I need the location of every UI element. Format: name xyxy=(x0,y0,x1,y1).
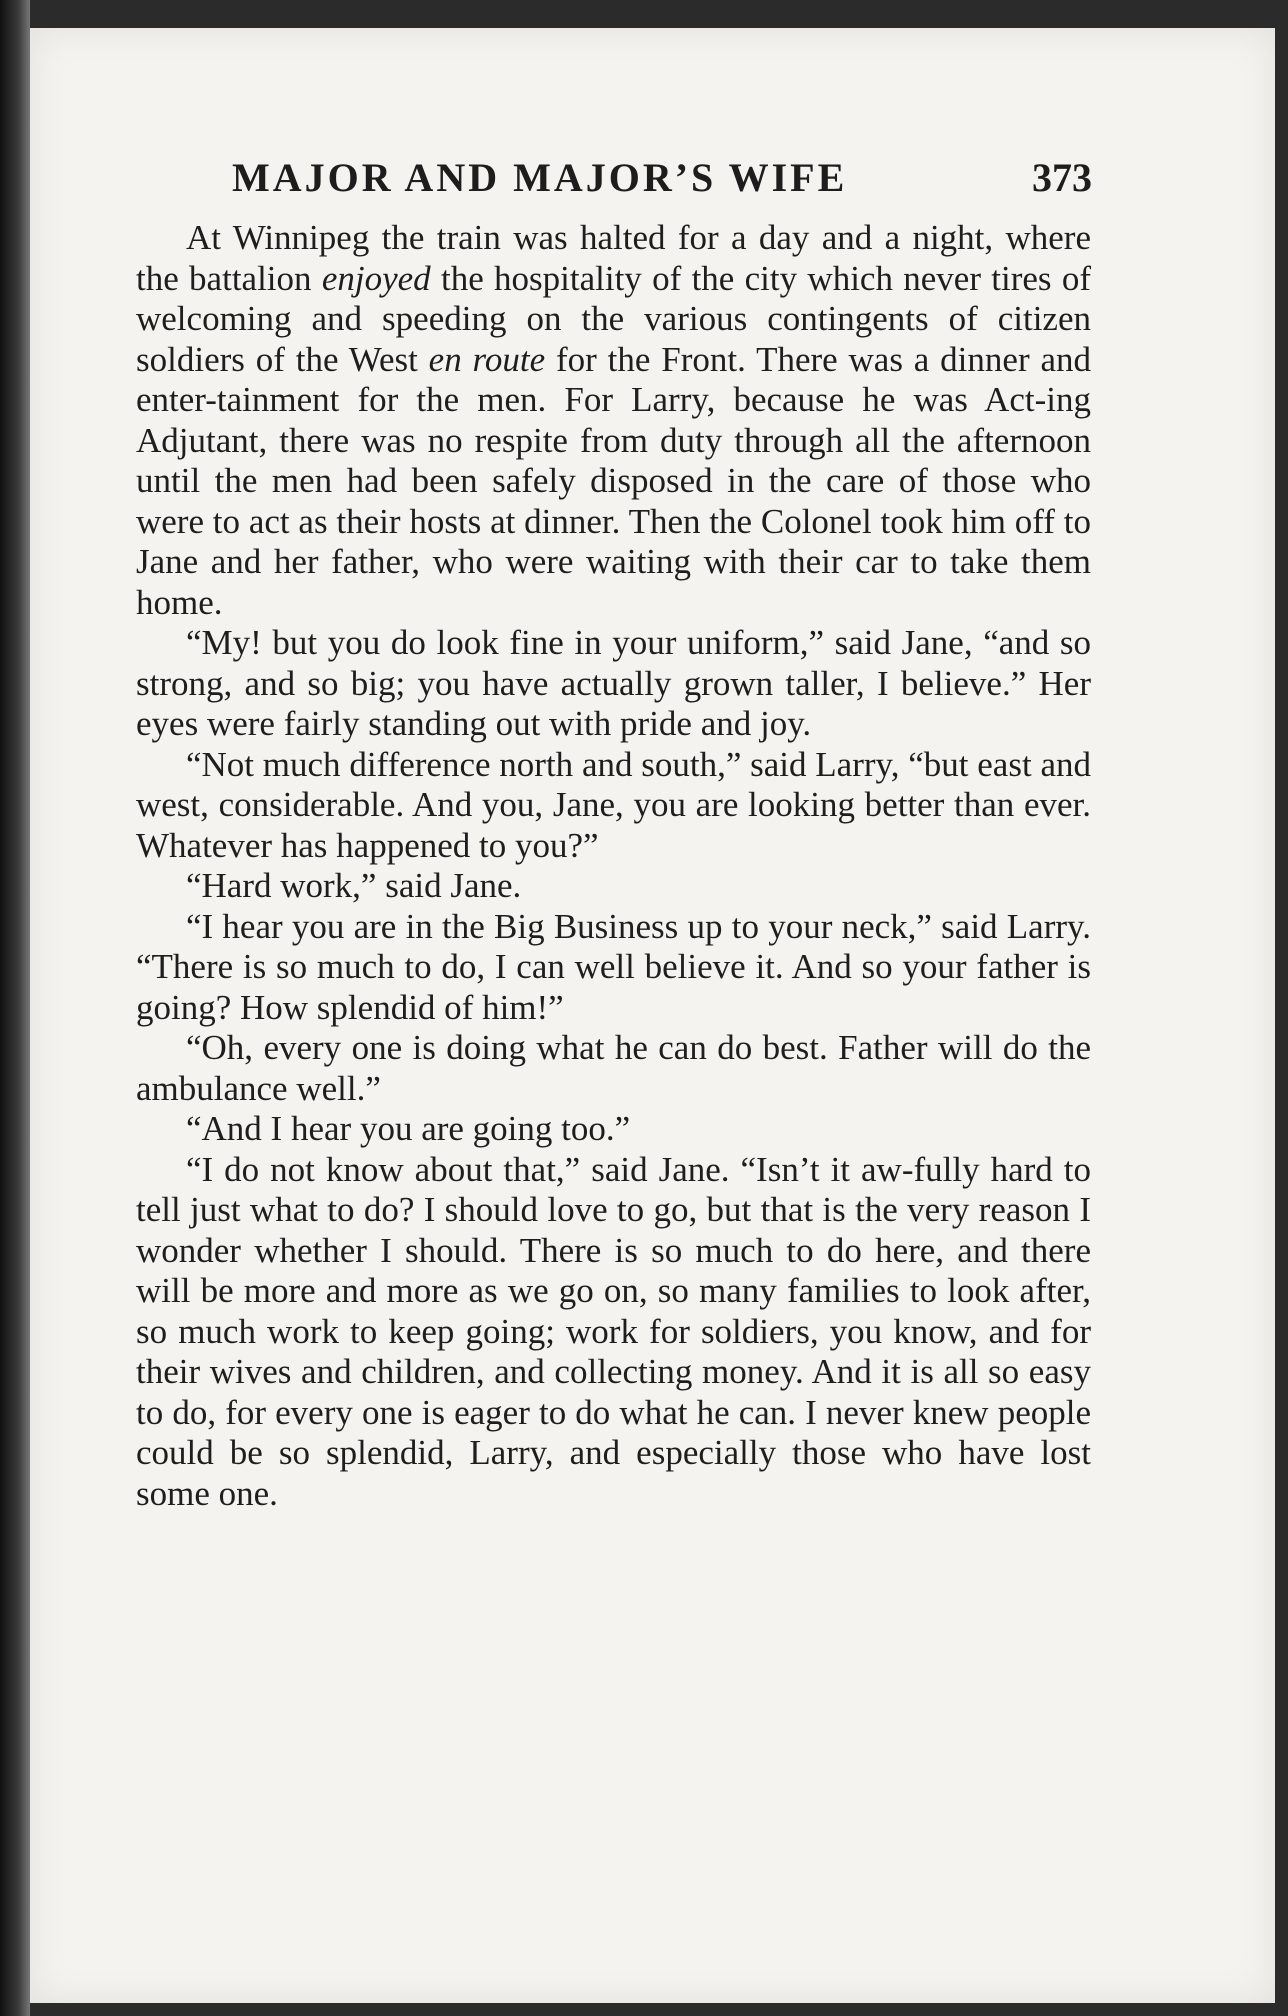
paragraph-3: “Not much difference north and south,” said Larry, “but east and west, considerable. And you, Jane, you are looking better than ever. Whatever has happened to you?” xyxy=(136,744,1091,865)
paragraph-1-text-b: the hospitality of the city which never tires of welcoming and speeding on the various contingents of citizen soldiers of the West xyxy=(136,258,1091,379)
paragraph-4: “Hard work,” said Jane. xyxy=(186,866,522,905)
body-text xyxy=(136,218,1091,1514)
page-header xyxy=(232,154,1092,214)
italic-enjoyed: enjoyed xyxy=(321,258,431,298)
paragraph-1-text-a: At Winnipeg the train was halted for a day and a night, where the battalion xyxy=(136,218,1091,298)
running-head: MAJOR AND MAJOR’S WIFE xyxy=(232,155,848,200)
paragraph-7: “And I hear you are going too.” xyxy=(186,1109,631,1148)
paragraph-2: “My! but you do look fine in your uniform,” said Jane, “and so strong, and so big; you have actually grown taller, I believe.” Her eyes were fairly standing out with pride and joy. xyxy=(136,623,1091,743)
paragraph-5: “I hear you are in the Big Business up to your neck,” said Larry. “There is so much to do, I can well believe it. And so your father is going? How splendid of him!” xyxy=(136,906,1091,1027)
italic-en-route: en route xyxy=(428,339,546,379)
paragraph-1 xyxy=(136,218,1091,623)
paragraph-6: “Oh, every one is doing what he can do best. Father will do the ambulance well.” xyxy=(136,1028,1091,1108)
paragraph-1-text-c: for the Front. There was a dinner and enter-tainment for the men. For Larry, because he was Act-ing Adjutant, there was no respite from duty through all the afternoon until the men had been safely disposed in the care of those who were to act as their hosts at dinner. Then the Colonel took him off to Jane and her father, who were waiting with their car to take them home. xyxy=(136,339,1091,622)
book-binding-edge xyxy=(0,0,30,2016)
paragraph-8: “I do not know about that,” said Jane. “Isn’t it aw-fully hard to tell just what to do? I should love to go, but that is the very reason I wonder whether I should. There is so much to do here, and there will be more and more as we go on, so many families to look after, so much work to keep going; work for soldiers, you know, and for their wives and children, and collecting money. And it is all so easy to do, for every one is eager to do what he can. I never knew people could be so splendid, Larry, and especially those who have lost some one. xyxy=(136,1149,1091,1513)
page-number: 373 xyxy=(1032,155,1092,200)
